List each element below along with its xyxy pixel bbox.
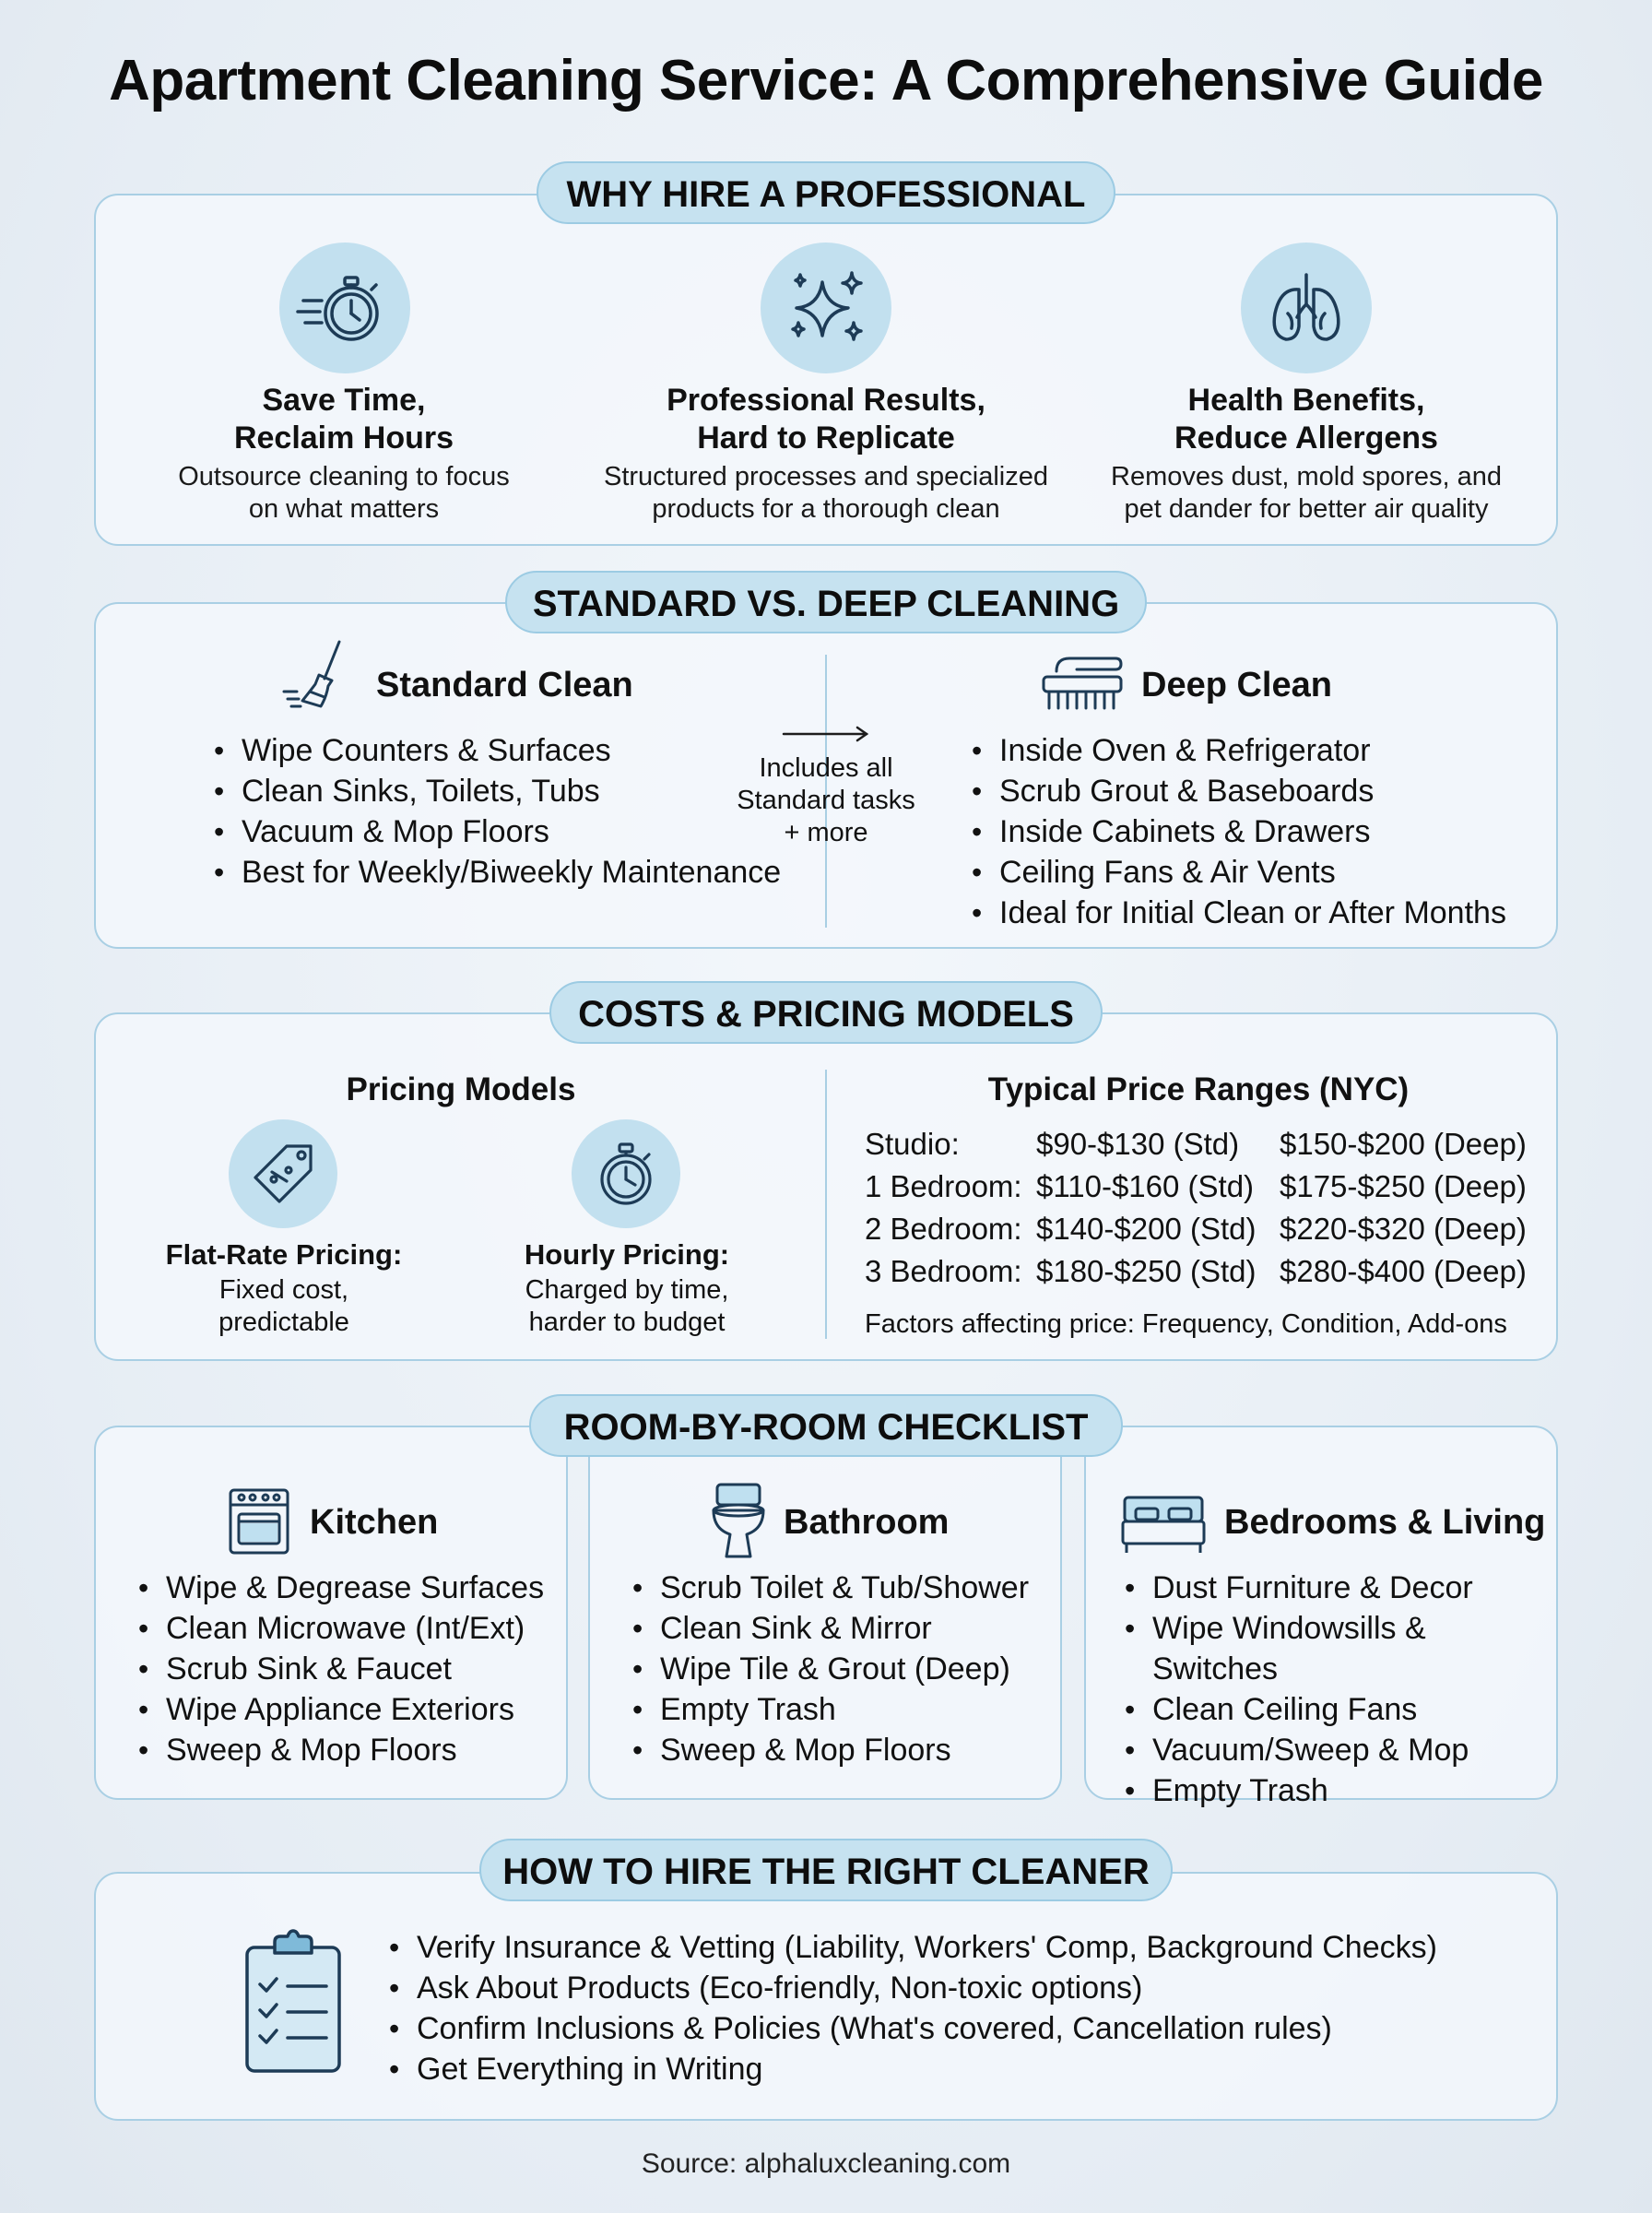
stopwatch-icon bbox=[279, 243, 410, 373]
room-title-bedrooms: Bedrooms & Living bbox=[1224, 1503, 1546, 1542]
list-item: • Vacuum & Mop Floors bbox=[208, 811, 817, 852]
price-tag-icon bbox=[229, 1119, 337, 1228]
room-list-kitchen bbox=[133, 1568, 566, 1770]
list-item: • Empty Trash bbox=[1119, 1770, 1556, 1811]
list-item: • Best for Weekly/Biweekly Maintenance bbox=[208, 852, 817, 893]
deep-clean-list bbox=[966, 730, 1556, 933]
list-item: • Wipe & Degrease Surfaces bbox=[133, 1568, 566, 1608]
list-item: • Clean Sink & Mirror bbox=[627, 1608, 1060, 1649]
sparkle-icon bbox=[761, 243, 891, 373]
arrow-right-icon bbox=[782, 725, 870, 743]
flat-rate-line: Fixed cost, bbox=[218, 1275, 349, 1305]
list-item: • Clean Ceiling Fans bbox=[1119, 1689, 1556, 1730]
why-item-title: Hard to Replicate bbox=[697, 420, 955, 456]
hourly-title: Hourly Pricing: bbox=[524, 1238, 730, 1271]
list-item: • Scrub Toilet & Tub/Shower bbox=[627, 1568, 1060, 1608]
why-item-body: Outsource cleaning to focus bbox=[178, 462, 510, 491]
hourly-line: Charged by time, bbox=[525, 1275, 729, 1305]
list-item: • Sweep & Mop Floors bbox=[627, 1730, 1060, 1770]
why-item-body: on what matters bbox=[248, 494, 440, 524]
broom-icon bbox=[282, 636, 356, 710]
why-item-title: Health Benefits, bbox=[1187, 383, 1425, 418]
includes-note-line: + more bbox=[784, 818, 868, 847]
price-row-deep: $280-$400 (Deep) bbox=[1280, 1254, 1527, 1288]
flat-rate-title: Flat-Rate Pricing: bbox=[165, 1238, 403, 1271]
price-row-std: $110-$160 (Std) bbox=[1036, 1169, 1255, 1203]
price-row-label: 3 Bedroom: bbox=[865, 1254, 1022, 1288]
list-item: • Scrub Grout & Baseboards bbox=[966, 771, 1556, 811]
scrub-brush-icon bbox=[1040, 653, 1125, 714]
checklist-heading: ROOM-BY-ROOM CHECKLIST bbox=[529, 1394, 1123, 1457]
price-row-deep: $150-$200 (Deep) bbox=[1280, 1127, 1527, 1161]
includes-note-line: Includes all bbox=[759, 753, 893, 783]
price-row-deep: $175-$250 (Deep) bbox=[1280, 1169, 1527, 1203]
room-title-kitchen: Kitchen bbox=[310, 1503, 439, 1542]
list-item: • Vacuum/Sweep & Mop bbox=[1119, 1730, 1556, 1770]
price-row-label: 1 Bedroom: bbox=[865, 1169, 1022, 1203]
divider bbox=[825, 1070, 827, 1339]
why-item-body: products for a thorough clean bbox=[652, 494, 1000, 524]
list-item: • Wipe Windowsills & Switches bbox=[1119, 1608, 1556, 1689]
why-item-title: Reclaim Hours bbox=[233, 420, 454, 456]
room-list-bedrooms bbox=[1119, 1568, 1556, 1811]
compare-heading: STANDARD VS. DEEP CLEANING bbox=[505, 571, 1147, 633]
why-item-title: Reduce Allergens bbox=[1174, 420, 1438, 456]
room-title-bathroom: Bathroom bbox=[784, 1503, 950, 1542]
list-item: • Empty Trash bbox=[627, 1689, 1060, 1730]
flat-rate-line: predictable bbox=[218, 1308, 349, 1337]
hire-heading: HOW TO HIRE THE RIGHT CLEANER bbox=[479, 1839, 1173, 1901]
why-item-health-benefits bbox=[1048, 382, 1564, 526]
source-credit: Source: alphaluxcleaning.com bbox=[641, 2148, 1011, 2179]
price-row-label: Studio: bbox=[865, 1127, 960, 1161]
price-row-label: 2 Bedroom: bbox=[865, 1212, 1022, 1246]
why-item-body: pet dander for better air quality bbox=[1124, 494, 1489, 524]
list-item: • Confirm Inclusions & Policies (What's covered, Cancellation rules) bbox=[384, 2008, 1545, 2049]
price-row-deep: $220-$320 (Deep) bbox=[1280, 1212, 1527, 1246]
hourly-card bbox=[479, 1236, 774, 1339]
flat-rate-card bbox=[136, 1236, 431, 1339]
clipboard-checklist-icon bbox=[242, 1929, 345, 2077]
pricing-models-title: Pricing Models bbox=[346, 1071, 576, 1107]
room-list-bathroom bbox=[627, 1568, 1060, 1770]
why-item-professional-results bbox=[568, 382, 1084, 526]
list-item: • Ask About Products (Eco-friendly, Non-toxic options) bbox=[384, 1968, 1545, 2008]
hourly-line: harder to budget bbox=[528, 1308, 726, 1337]
why-item-title: Professional Results, bbox=[667, 383, 985, 418]
list-item: • Ideal for Initial Clean or After Months bbox=[966, 893, 1556, 933]
price-row-std: $90-$130 (Std) bbox=[1036, 1127, 1240, 1161]
toilet-icon bbox=[710, 1481, 767, 1560]
list-item: • Verify Insurance & Vetting (Liability, Workers' Comp, Background Checks) bbox=[384, 1927, 1545, 1968]
list-item: • Dust Furniture & Decor bbox=[1119, 1568, 1556, 1608]
why-item-save-time bbox=[86, 382, 602, 526]
stove-icon bbox=[227, 1486, 291, 1556]
why-item-body: Removes dust, mold spores, and bbox=[1111, 462, 1502, 491]
stopwatch-icon bbox=[572, 1119, 680, 1228]
page-title: Apartment Cleaning Service: A Comprehensive Guide bbox=[109, 49, 1543, 112]
includes-note bbox=[714, 752, 938, 849]
list-item: • Inside Oven & Refrigerator bbox=[966, 730, 1556, 771]
hire-list bbox=[384, 1927, 1545, 2089]
costs-heading: COSTS & PRICING MODELS bbox=[549, 981, 1103, 1044]
list-item: • Wipe Tile & Grout (Deep) bbox=[627, 1649, 1060, 1689]
list-item: • Scrub Sink & Faucet bbox=[133, 1649, 566, 1689]
list-item: • Sweep & Mop Floors bbox=[133, 1730, 566, 1770]
why-item-body: Structured processes and specialized bbox=[604, 462, 1048, 491]
bed-icon bbox=[1119, 1492, 1208, 1556]
deep-clean-title: Deep Clean bbox=[1141, 666, 1332, 704]
price-row-std: $140-$200 (Std) bbox=[1036, 1212, 1257, 1246]
lungs-icon bbox=[1241, 243, 1372, 373]
list-item: • Clean Microwave (Int/Ext) bbox=[133, 1608, 566, 1649]
price-factors: Factors affecting price: Frequency, Condition, Add-ons bbox=[865, 1309, 1507, 1339]
standard-clean-title: Standard Clean bbox=[376, 666, 633, 704]
price-ranges-title: Typical Price Ranges (NYC) bbox=[987, 1071, 1410, 1107]
includes-note-line: Standard tasks bbox=[737, 786, 915, 815]
why-item-title: Save Time, bbox=[262, 383, 426, 418]
why-heading: WHY HIRE A PROFESSIONAL bbox=[537, 161, 1115, 224]
price-row-std: $180-$250 (Std) bbox=[1036, 1254, 1257, 1288]
list-item: • Clean Sinks, Toilets, Tubs bbox=[208, 771, 817, 811]
list-item: • Ceiling Fans & Air Vents bbox=[966, 852, 1556, 893]
list-item: • Wipe Counters & Surfaces bbox=[208, 730, 817, 771]
list-item: • Get Everything in Writing bbox=[384, 2049, 1545, 2089]
list-item: • Inside Cabinets & Drawers bbox=[966, 811, 1556, 852]
list-item: • Wipe Appliance Exteriors bbox=[133, 1689, 566, 1730]
